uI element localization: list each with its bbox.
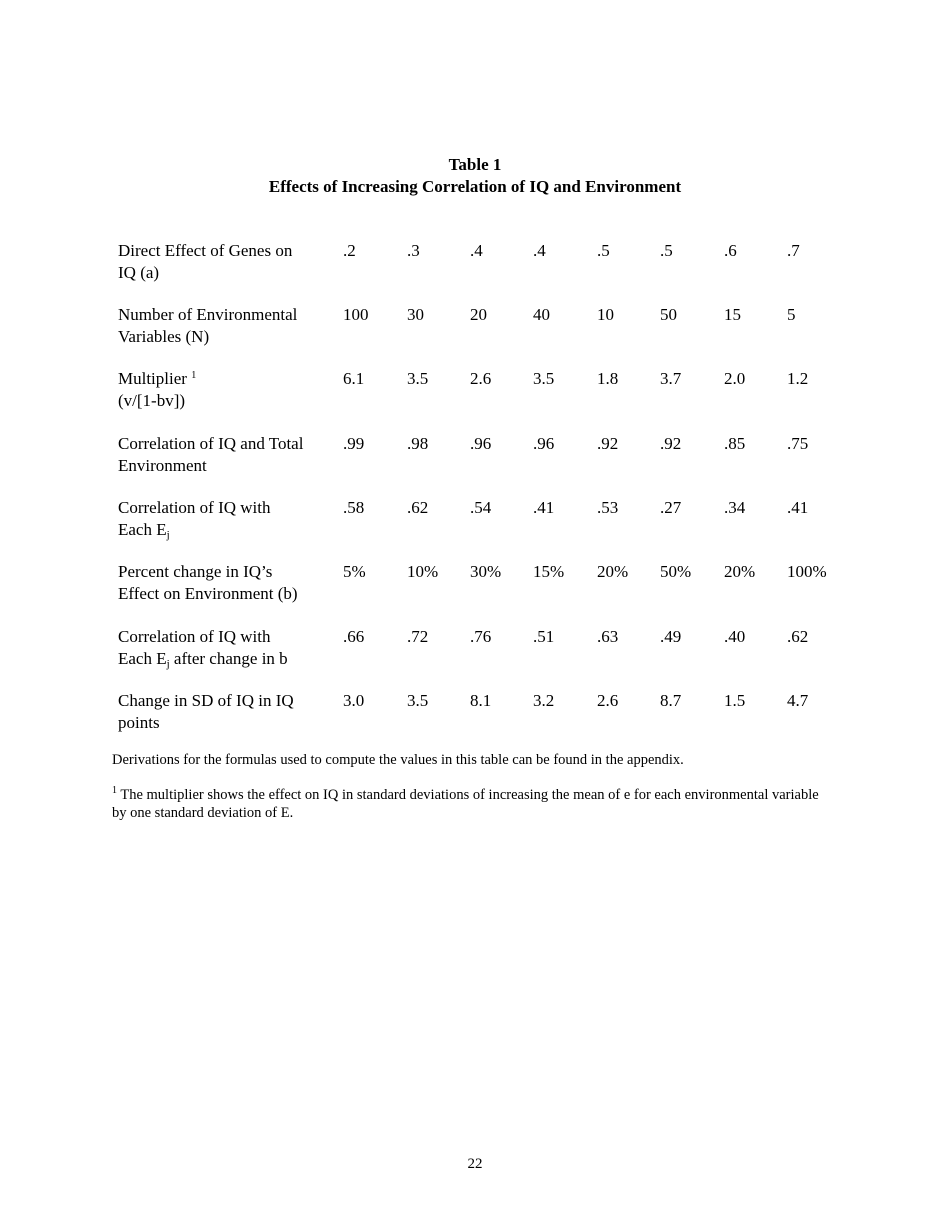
cell: .34 — [724, 498, 746, 517]
footnote: $^1$ The multiplier shows the effect on IQ in standard deviations of increasing the mean of e for each environmental variable by one standard deviation of E. — [112, 785, 819, 821]
cell: .99 — [343, 434, 365, 453]
cell: 6.1 — [343, 369, 365, 388]
footnote-marker: 1 — [191, 370, 197, 381]
cell: 1.8 — [597, 369, 619, 388]
footnote-marker: 1 — [112, 785, 117, 796]
cell: .5 — [597, 241, 610, 260]
table-row — [118, 626, 878, 676]
cell: .96 — [470, 434, 492, 453]
cell: .41 — [787, 498, 809, 517]
table-number: Table 1 — [448, 155, 502, 174]
cell: .51 — [533, 627, 555, 646]
cell: .85 — [724, 434, 746, 453]
cell: 8.1 — [470, 691, 492, 710]
cell: 10% — [407, 562, 439, 581]
cell: .40 — [724, 627, 746, 646]
table-caption: Effects of Increasing Correlation of IQ and Environment — [268, 177, 682, 196]
cell: .98 — [407, 434, 429, 453]
row-label: Number of Environmental Variables (N) — [118, 305, 298, 346]
cell: .76 — [470, 627, 492, 646]
page-number: 22 — [467, 1156, 483, 1172]
cell: .62 — [407, 498, 429, 517]
cell: .62 — [787, 627, 809, 646]
cell: 15 — [724, 305, 741, 324]
cell: 20% — [597, 562, 629, 581]
cell: 3.0 — [343, 691, 365, 710]
cell: .53 — [597, 498, 619, 517]
cell: 2.6 — [470, 369, 492, 388]
cell: 100% — [787, 562, 827, 581]
table-row — [118, 497, 878, 547]
cell: .27 — [660, 498, 682, 517]
cell: .4 — [533, 241, 546, 260]
cell: 1.5 — [724, 691, 746, 710]
cell: 3.2 — [533, 691, 555, 710]
cell: .66 — [343, 627, 365, 646]
row-label: Change in SD of IQ in IQ points — [118, 691, 294, 732]
cell: 8.7 — [660, 691, 682, 710]
derivation-note: Derivations for the formulas used to compute the values in this table can be found in the appendix. — [112, 752, 684, 768]
row-label: Percent change in IQ’s Effect on Environment (b) — [118, 562, 298, 603]
cell: 50 — [660, 305, 677, 324]
cell: 100 — [343, 305, 369, 324]
cell: .7 — [787, 241, 800, 260]
cell: 20 — [470, 305, 487, 324]
cell: 15% — [533, 562, 565, 581]
cell: .96 — [533, 434, 555, 453]
cell: .41 — [533, 498, 555, 517]
cell: .63 — [597, 627, 619, 646]
cell: .72 — [407, 627, 429, 646]
cell: 3.5 — [533, 369, 555, 388]
cell: .54 — [470, 498, 492, 517]
cell: .5 — [660, 241, 673, 260]
cell: 20% — [724, 562, 756, 581]
cell: 1.2 — [787, 369, 809, 388]
row-label: Multiplier $^1$ (v/[1-bv]) — [118, 369, 197, 410]
cell: 40 — [533, 305, 550, 324]
table-row — [118, 561, 878, 611]
row-label: Correlation of IQ with Each $E_j$ after change in b — [118, 627, 288, 670]
cell: 5% — [343, 562, 366, 581]
row-label: Correlation of IQ with Each $E_j$ — [118, 498, 271, 541]
cell: .3 — [407, 241, 420, 260]
table-title — [0, 154, 950, 198]
cell: 2.6 — [597, 691, 619, 710]
cell: .92 — [597, 434, 619, 453]
cell: .75 — [787, 434, 809, 453]
table-row — [118, 304, 878, 354]
cell: .92 — [660, 434, 682, 453]
cell: 5 — [787, 305, 796, 324]
cell: 50% — [660, 562, 692, 581]
cell: 2.0 — [724, 369, 746, 388]
cell: .4 — [470, 241, 483, 260]
cell: .2 — [343, 241, 356, 260]
cell: .58 — [343, 498, 365, 517]
cell: .6 — [724, 241, 737, 260]
row-label: Correlation of IQ and Total Environment — [118, 434, 304, 475]
cell: 3.5 — [407, 691, 429, 710]
table-row — [118, 240, 878, 290]
row-label: Direct Effect of Genes on IQ (a) — [118, 241, 293, 282]
cell: 30 — [407, 305, 424, 324]
cell: 10 — [597, 305, 614, 324]
cell: 30% — [470, 562, 502, 581]
table-row — [118, 368, 878, 418]
table-row — [118, 433, 878, 483]
cell: 3.7 — [660, 369, 682, 388]
cell: 3.5 — [407, 369, 429, 388]
cell: .49 — [660, 627, 682, 646]
cell: 4.7 — [787, 691, 809, 710]
table-row — [118, 690, 878, 740]
